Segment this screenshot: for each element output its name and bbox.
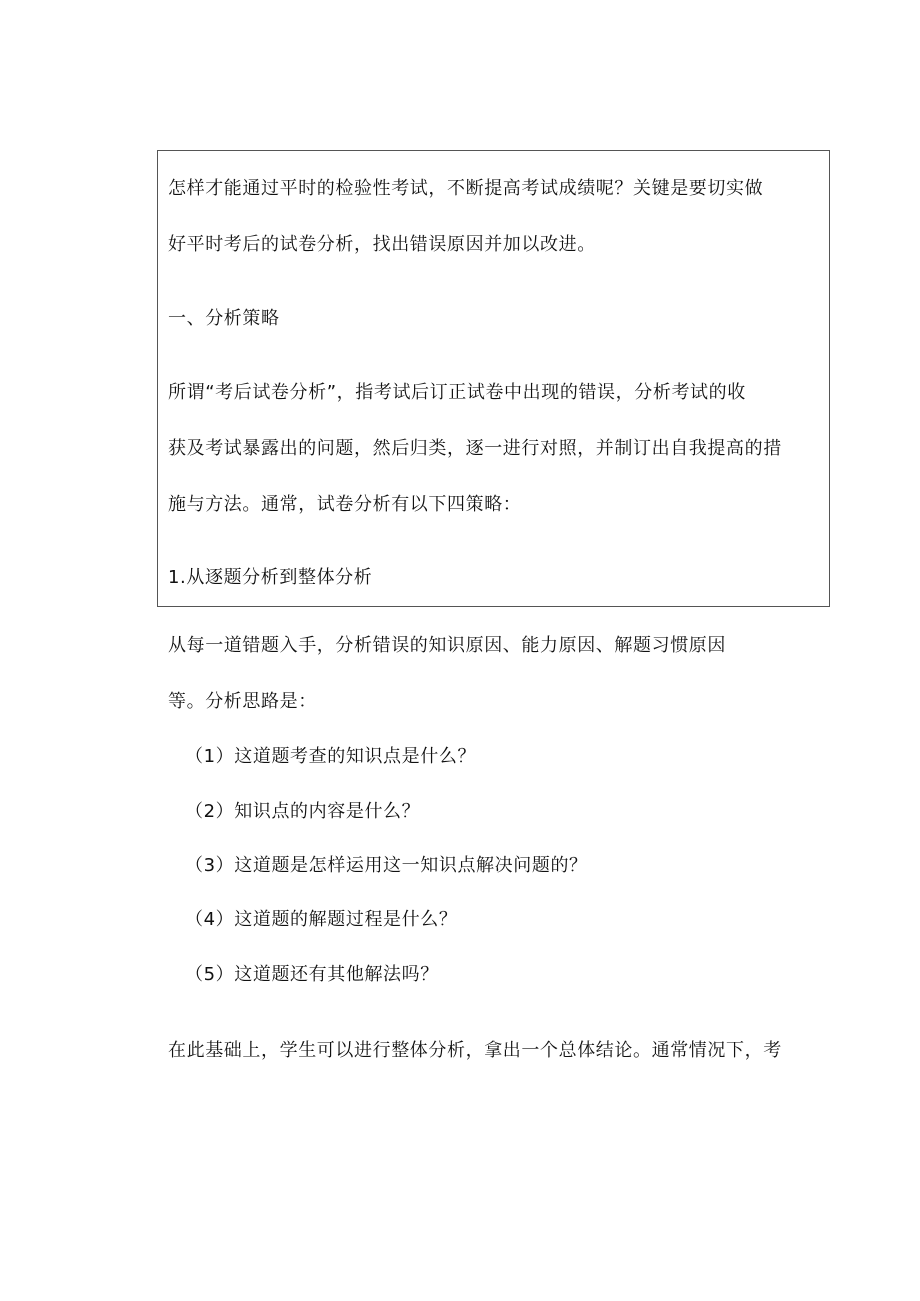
conclusion-line: 在此基础上，学生可以进行整体分析，拿出一个总体结论。通常情况下，考 xyxy=(168,1040,782,1061)
definition-line-3: 施与方法。通常，试卷分析有以下四策略： xyxy=(168,494,522,515)
lead-line-1: 从每一道错题入手，分析错误的知识原因、能力原因、解题习惯原因 xyxy=(168,635,726,656)
subheading: 1.从逐题分析到整体分析 xyxy=(168,567,373,588)
intro-line-1: 怎样才能通过平时的检验性考试，不断提高考试成绩呢？关键是要切实做 xyxy=(168,178,764,199)
question-3: （3）这道题是怎样运用这一知识点解决问题的？ xyxy=(185,855,588,876)
question-4: （4）这道题的解题过程是什么？ xyxy=(185,909,458,930)
bordered-text-box xyxy=(157,150,830,607)
definition-line-2: 获及考试暴露出的问题，然后归类，逐一进行对照，并制订出自我提高的措 xyxy=(168,438,782,459)
question-1: （1）这道题考查的知识点是什么？ xyxy=(185,746,477,767)
question-2: （2）知识点的内容是什么？ xyxy=(185,801,421,822)
section-heading: 一、分析策略 xyxy=(168,308,280,329)
question-5: （5）这道题还有其他解法吗？ xyxy=(185,964,439,985)
intro-line-2: 好平时考后的试卷分析，找出错误原因并加以改进。 xyxy=(168,234,596,255)
lead-line-2: 等。分析思路是： xyxy=(168,691,317,712)
definition-line-1: 所谓“考后试卷分析”，指考试后订正试卷中出现的错误，分析考试的收 xyxy=(168,382,746,403)
